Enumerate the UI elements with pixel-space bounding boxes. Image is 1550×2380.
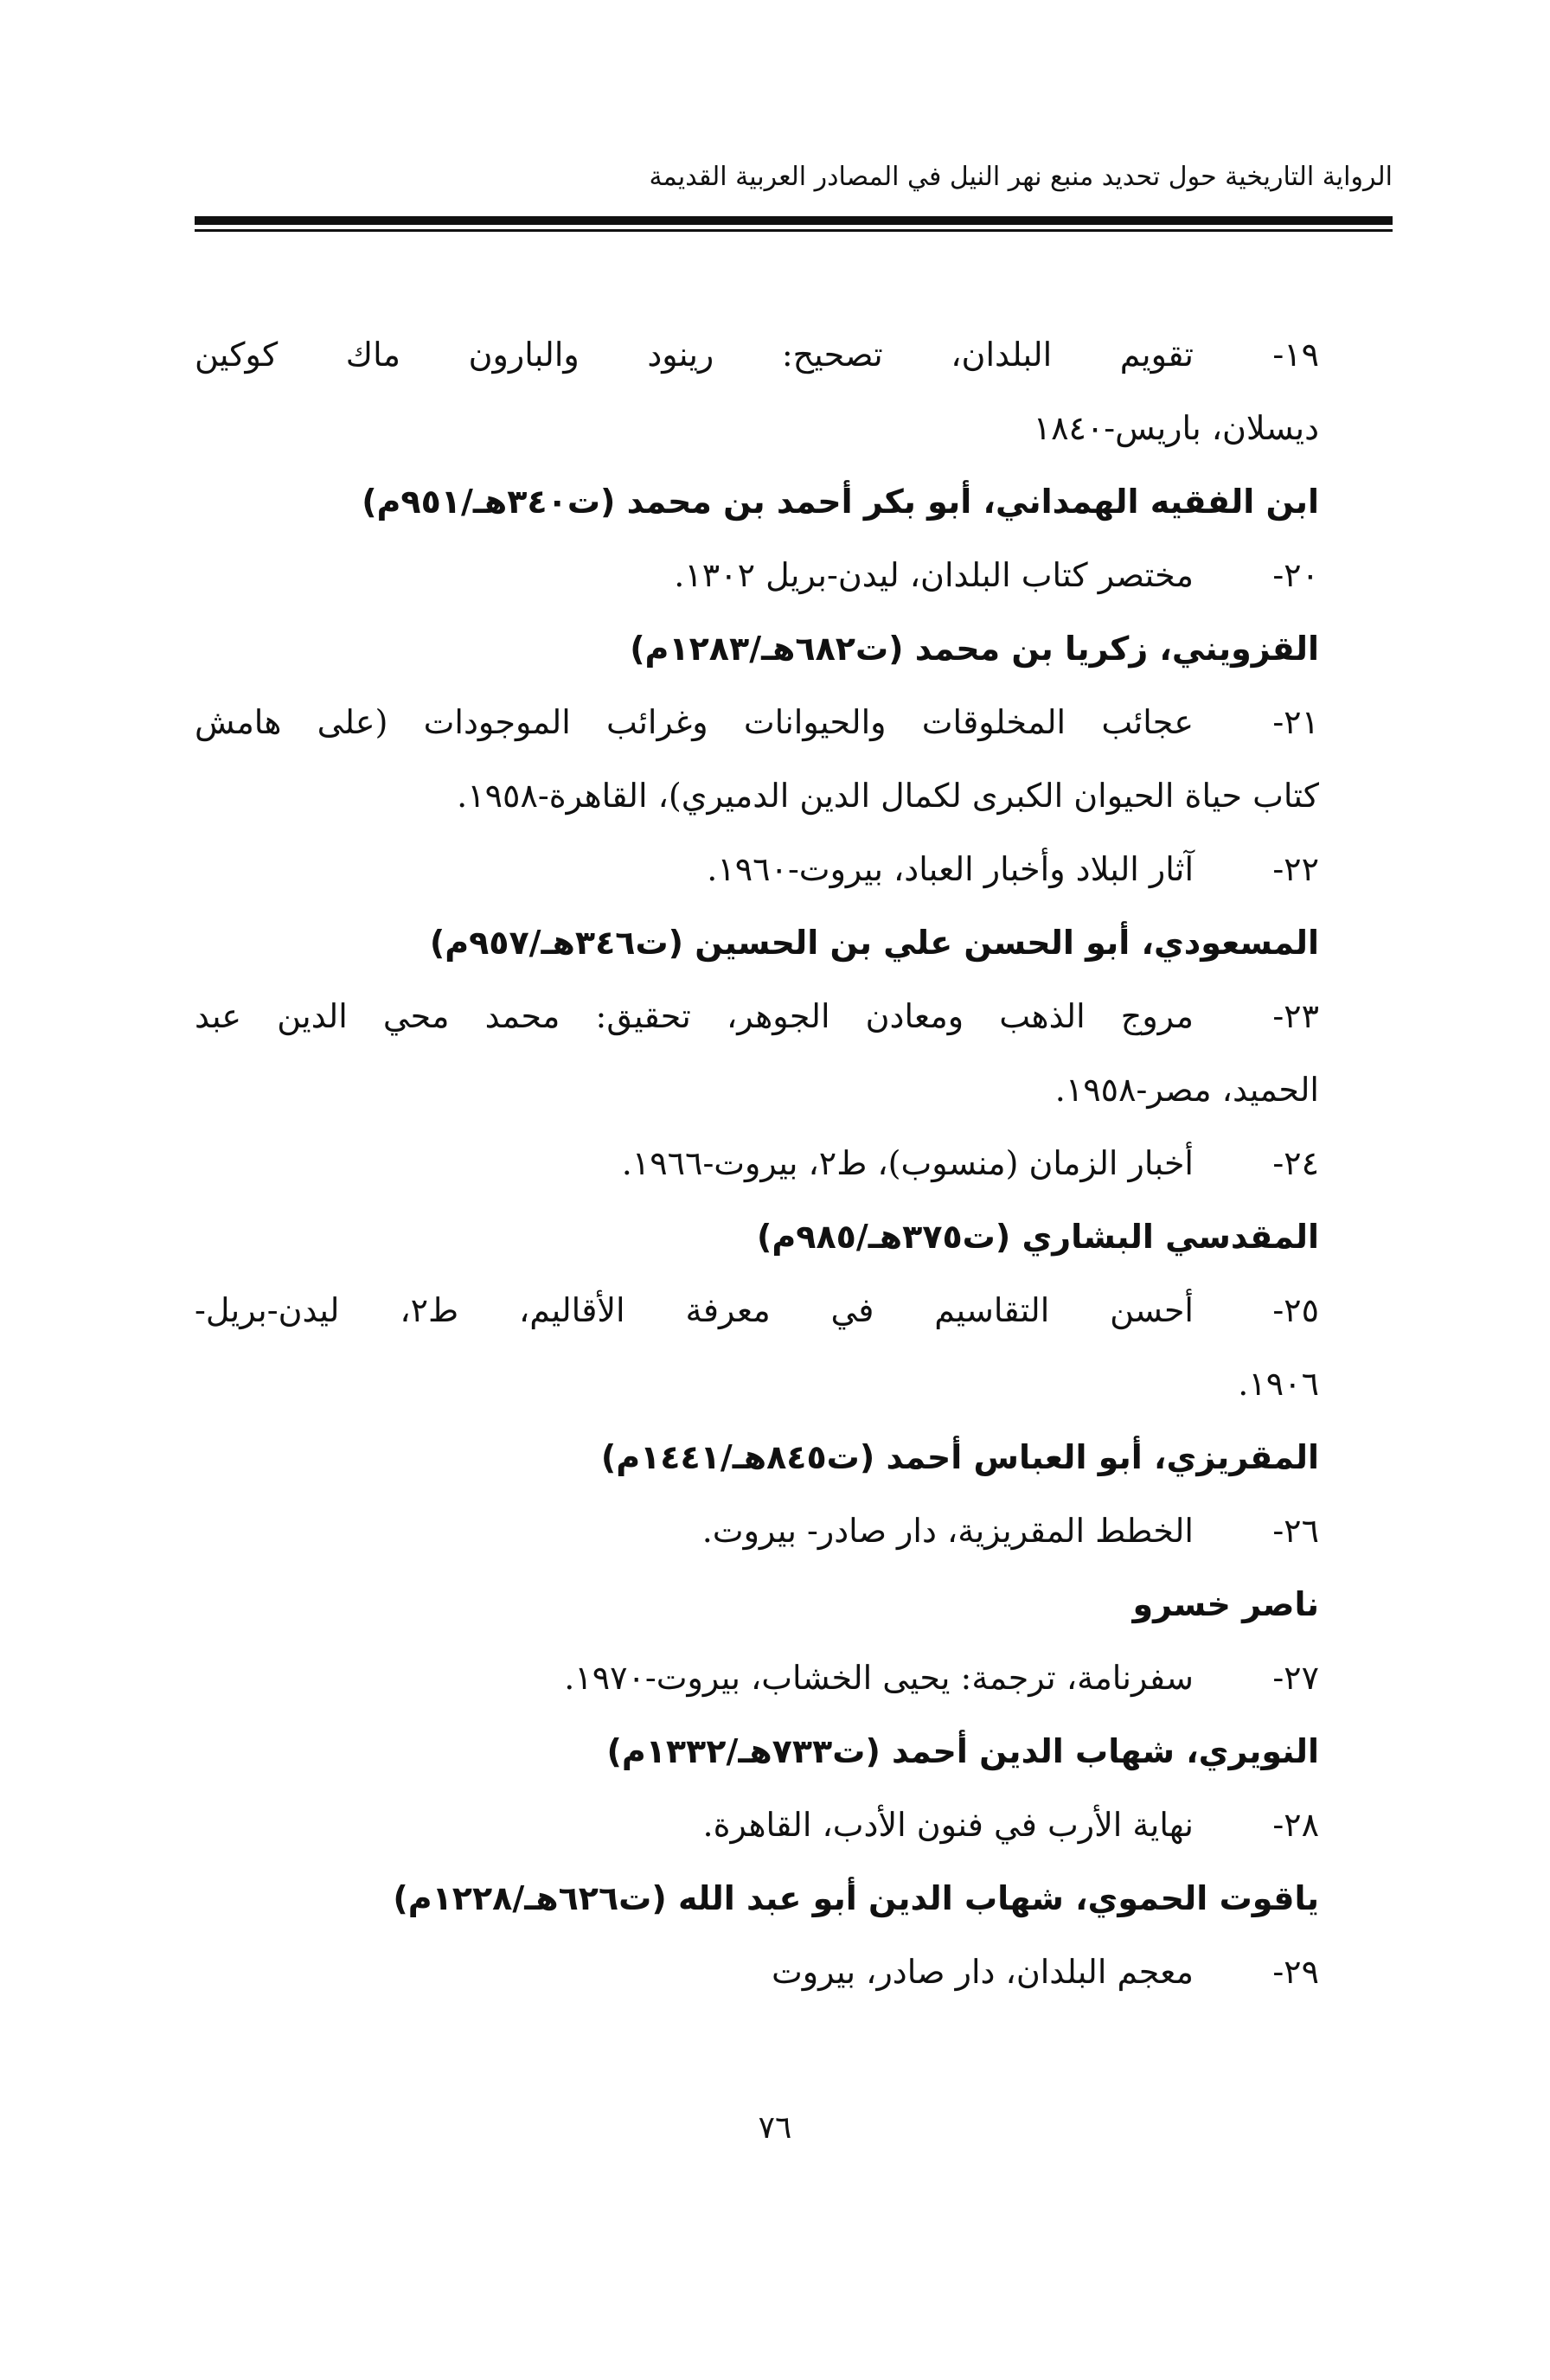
- bibliography-entry: [195, 1494, 1319, 1568]
- entry-number: ٢٧-: [1272, 1659, 1319, 1697]
- entry-number: ٢١-: [1272, 703, 1319, 741]
- bibliography-entry: [195, 318, 1319, 392]
- entry-title: عجائب المخلوقات والحيوانات وغرائب الموجودات (على هامش: [195, 703, 1194, 741]
- bibliography-entry: [195, 980, 1319, 1053]
- entry-continuation: ديسلان، باريس-١٨٤٠: [1033, 409, 1319, 447]
- author-heading: ياقوت الحموي، شهاب الدين أبو عبد الله (ت٦٢٦هـ/١٢٢٨م): [393, 1879, 1319, 1917]
- bibliography-list: [195, 318, 1319, 2009]
- entry-title: سفرنامة، ترجمة: يحيى الخشاب، بيروت-١٩٧٠.: [564, 1659, 1194, 1697]
- author-heading: المسعودي، أبو الحسن علي بن الحسين (ت٣٤٦هـ/٩٥٧م): [429, 924, 1319, 962]
- entry-title: مختصر كتاب البلدان، ليدن-بريل ١٣٠٢.: [674, 556, 1194, 594]
- bibliography-entry: [195, 1935, 1319, 2009]
- page-number: ٧٦: [758, 2110, 792, 2146]
- entry-title: نهاية الأرب في فنون الأدب، القاهرة.: [702, 1806, 1194, 1844]
- author-heading: المقريزي، أبو العباس أحمد (ت٨٤٥هـ/١٤٤١م): [600, 1438, 1319, 1476]
- author-heading: المقدسي البشاري (ت٣٧٥هـ/٩٨٥م): [757, 1218, 1319, 1256]
- author-heading: النويري، شهاب الدين أحمد (ت٧٣٣هـ/١٣٣٢م): [606, 1732, 1319, 1770]
- entry-number: ٢٦-: [1272, 1512, 1319, 1550]
- bibliography-entry: [195, 1274, 1319, 1347]
- bibliography-entry: [195, 686, 1319, 759]
- entry-number: ٢٤-: [1272, 1144, 1319, 1182]
- entry-number: ٢٥-: [1272, 1291, 1319, 1329]
- header-rule-thin: [195, 229, 1393, 232]
- bibliography-entry: [195, 1127, 1319, 1200]
- entry-number: ٢٣-: [1272, 997, 1319, 1035]
- entry-title: تقويم البلدان، تصحيح: رينود والبارون ماك كوكين: [195, 336, 1194, 374]
- bibliography-entry: [195, 539, 1319, 612]
- entry-continuation: ١٩٠٦.: [1238, 1365, 1319, 1403]
- entry-number: ٢٠-: [1272, 556, 1319, 594]
- header-rule-thick: [195, 216, 1393, 225]
- entry-continuation: كتاب حياة الحيوان الكبرى لكمال الدين الدميري)، القاهرة-١٩٥٨.: [457, 777, 1319, 815]
- author-heading: ناصر خسرو: [1132, 1585, 1319, 1623]
- entry-title: آثار البلاد وأخبار العباد، بيروت-١٩٦٠.: [707, 850, 1194, 888]
- entry-title: أخبار الزمان (منسوب)، ط٢، بيروت-١٩٦٦.: [621, 1144, 1194, 1182]
- entry-number: ٢٨-: [1272, 1806, 1319, 1844]
- bibliography-entry: [195, 1788, 1319, 1862]
- entry-number: ١٩-: [1272, 336, 1319, 374]
- author-heading: القزويني، زكريا بن محمد (ت٦٨٢هـ/١٢٨٣م): [630, 630, 1319, 668]
- bibliography-entry: [195, 833, 1319, 906]
- entry-title: مروج الذهب ومعادن الجوهر، تحقيق: محمد محي الدين عبد: [195, 997, 1194, 1035]
- entry-number: ٢٩-: [1272, 1953, 1319, 1991]
- entry-title: معجم البلدان، دار صادر، بيروت: [771, 1953, 1194, 1991]
- author-heading: ابن الفقيه الهمداني، أبو بكر أحمد بن محمد (ت٣٤٠هـ/٩٥١م): [362, 483, 1319, 521]
- running-header: الرواية التاريخية حول تحديد منبع نهر النيل في المصادر العربية القديمة: [649, 162, 1393, 192]
- bibliography-entry: [195, 1641, 1319, 1715]
- entry-title: الخطط المقريزية، دار صادر- بيروت.: [701, 1512, 1194, 1550]
- entry-number: ٢٢-: [1272, 850, 1319, 888]
- entry-title: أحسن التقاسيم في معرفة الأقاليم، ط٢، ليدن-بريل-: [195, 1291, 1194, 1329]
- entry-continuation: الحميد، مصر-١٩٥٨.: [1054, 1071, 1319, 1109]
